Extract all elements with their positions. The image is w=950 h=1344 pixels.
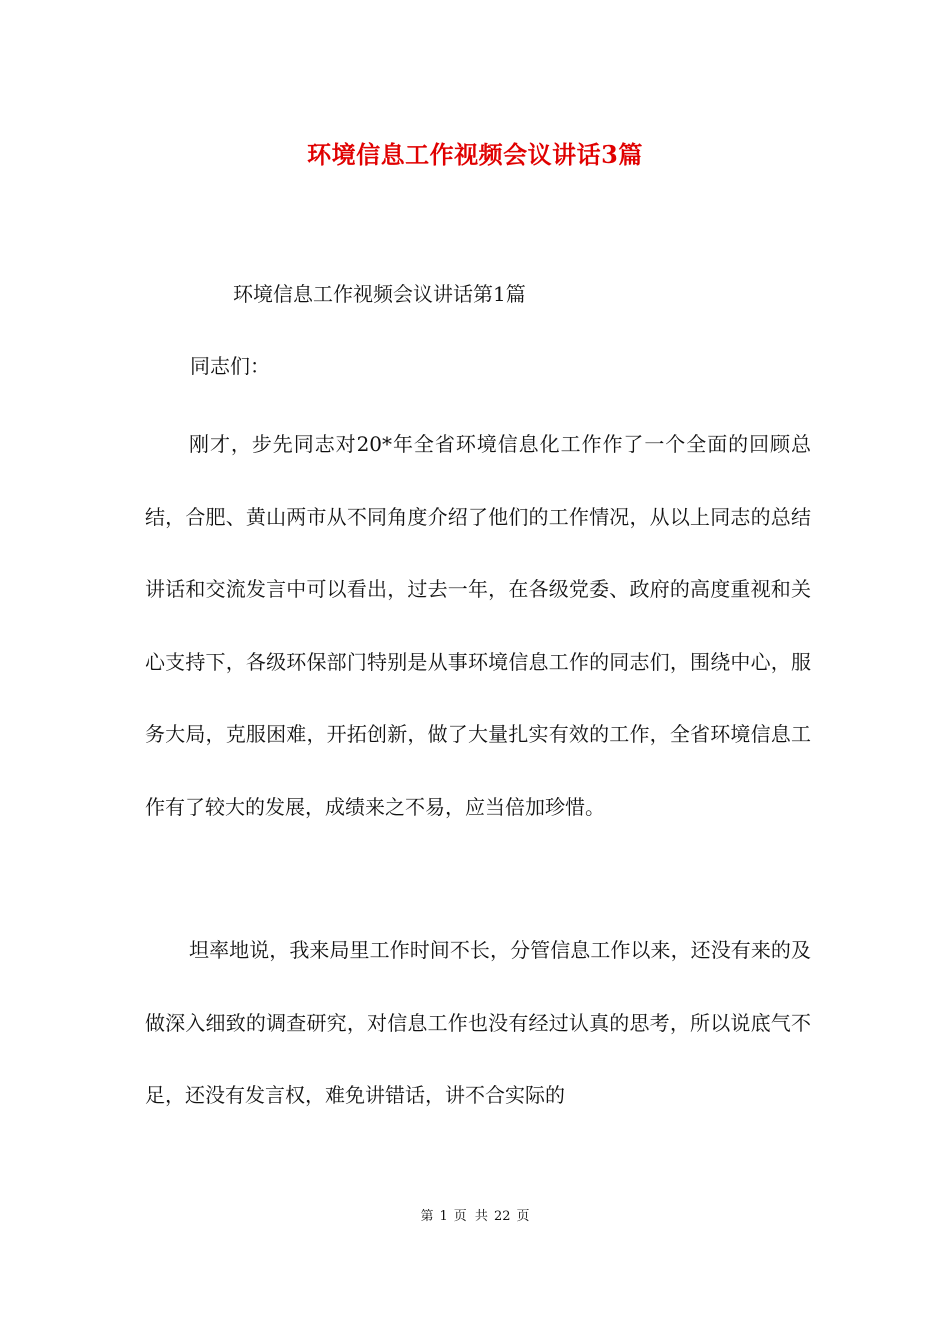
footer-current-page: 1 xyxy=(439,1209,448,1224)
document-title: 环境信息工作视频会议讲话3篇 xyxy=(307,140,643,169)
body-paragraph: 刚才，步先同志对20*年全省环境信息化工作作了一个全面的回顾总结，合肥、黄山两市从不同角度介绍了他们的工作情况，从以上同志的总结讲话和交流发言中可以看出，过去一年，在各级党委、政府的高度重视和关心支持下，各级环保部门特别是从事环境信息工作的同志们，围绕中心，服务大局，克服困难，开拓创新，做了大量扎实有效的工作，全省环境信息工作有了较大的发展，成绩来之不易，应当倍加珍惜。 xyxy=(145,432,811,819)
page-footer xyxy=(0,1207,950,1227)
footer-label-page: 第 xyxy=(420,1209,434,1224)
salutation: 同志们： xyxy=(190,354,270,378)
body-paragraph: 坦率地说，我来局里工作时间不长，分管信息工作以来，还没有来的及做深入细致的调查研究，对信息工作也没有经过认真的思考，所以说底气不足，还没有发言权，难免讲错话，讲不合实际的 xyxy=(145,938,811,1107)
footer-label-of: 页 共 xyxy=(453,1209,488,1224)
footer-label-end: 页 xyxy=(516,1209,530,1224)
footer-total-pages: 22 xyxy=(493,1209,511,1224)
section-subtitle: 环境信息工作视频会议讲话第1篇 xyxy=(233,282,526,306)
